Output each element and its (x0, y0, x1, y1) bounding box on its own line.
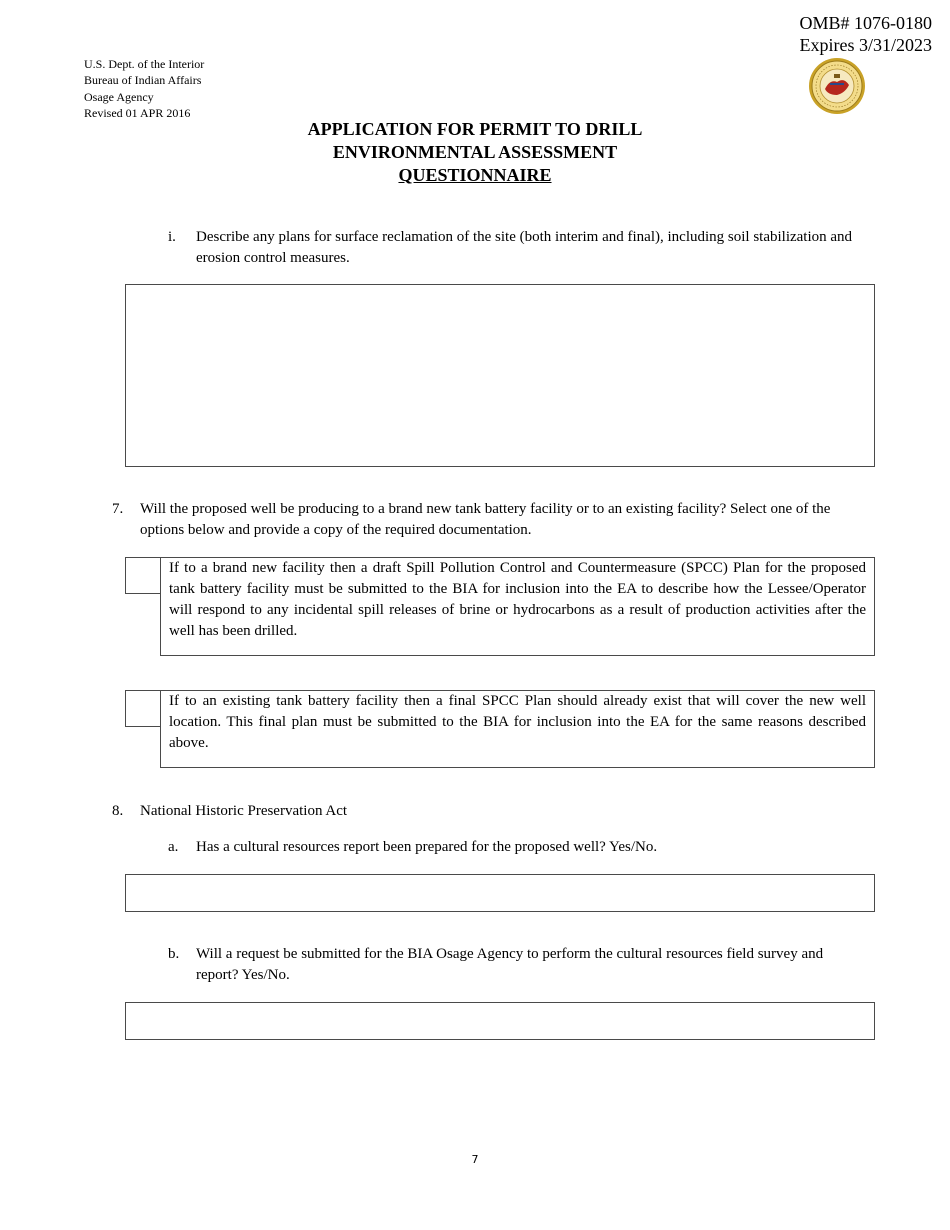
agency-line-agency: Osage Agency (84, 89, 154, 104)
bia-seal-icon (808, 57, 866, 115)
question-marker: a. (168, 839, 179, 855)
question-number: 7. (112, 501, 124, 517)
question-text: Will the proposed well be producing to a brand new tank battery facility or to an existing facility? Select one of the options below and provide a copy of the required documentation. (140, 501, 831, 538)
form-title (0, 118, 950, 187)
title-line-2: ENVIRONMENTAL ASSESSMENT (332, 142, 618, 162)
question-item-i (168, 227, 858, 269)
question-8b (168, 944, 858, 986)
omb-block (799, 12, 932, 56)
title-line-1: APPLICATION FOR PERMIT TO DRILL (307, 119, 643, 139)
agency-block (84, 56, 204, 122)
omb-number: OMB# 1076-0180 (799, 13, 932, 33)
question-text: Has a cultural resources report been prepared for the proposed well? Yes/No. (196, 839, 658, 855)
option-text: If to a brand new facility then a draft Spill Pollution Control and Countermeasure (SPCC) Plan for the proposed tank battery facility must be submitted to the BIA for inclusion into the EA to describe how the Lessee/Operator will respond to any incidental spill releases of brine or hydrocarbons as a result of production activities after the well has been drilled. (169, 560, 866, 639)
agency-line-revised: Revised 01 APR 2016 (84, 106, 191, 121)
answer-box-reclamation[interactable] (125, 284, 875, 467)
agency-line-bureau: Bureau of Indian Affairs (84, 73, 202, 88)
option-new-facility (160, 557, 875, 656)
option-existing-facility (160, 690, 875, 768)
title-line-3: QUESTIONNAIRE (398, 165, 552, 185)
page-number: 7 (471, 1153, 479, 1166)
answer-box-field-survey[interactable] (125, 1002, 875, 1040)
question-7 (112, 499, 860, 541)
question-text: Will a request be submitted for the BIA Osage Agency to perform the cultural resources field survey and report? Yes/No. (196, 946, 824, 983)
question-number: 8. (112, 803, 124, 819)
answer-box-cultural-report[interactable] (125, 874, 875, 912)
question-text: Describe any plans for surface reclamation of the site (both interim and final), including soil stabilization and erosion control measures. (196, 229, 853, 266)
option-text: If to an existing tank battery facility then a final SPCC Plan should already exist that will cover the new well location. This final plan must be submitted to the BIA for inclusion into the EA for the same reasons described above. (169, 693, 866, 751)
existing-facility-checkbox[interactable] (125, 690, 161, 727)
question-marker: b. (168, 946, 180, 962)
omb-expiration: Expires 3/31/2023 (799, 35, 932, 55)
question-marker: i. (168, 229, 176, 245)
new-facility-checkbox[interactable] (125, 557, 161, 594)
question-8 (112, 801, 860, 822)
question-8a (168, 837, 858, 858)
agency-line-dept: U.S. Dept. of the Interior (84, 57, 205, 71)
question-text: National Historic Preservation Act (140, 803, 348, 819)
